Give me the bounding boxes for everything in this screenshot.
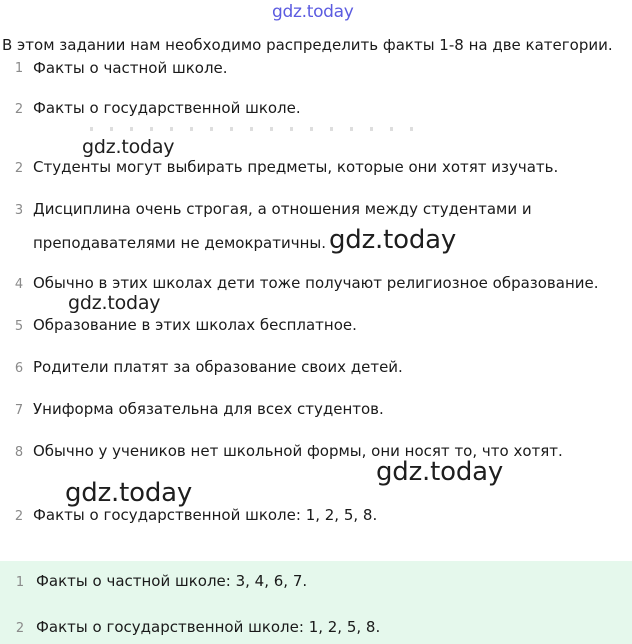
intro-text: В этом задании нам необходимо распределить факты 1-8 на две категории. <box>2 36 613 54</box>
list-item-text: Студенты могут выбирать предметы, которые они хотят изучать. <box>33 158 559 176</box>
list-item-number: 1 <box>14 61 24 76</box>
list-item-number: 3 <box>14 203 24 218</box>
list-item-number: 4 <box>14 277 24 292</box>
list-item-number: 8 <box>14 445 24 460</box>
list-item-text-continued: преподавателями не демократичны. <box>33 234 326 252</box>
list-item-number: 2 <box>14 102 24 117</box>
list-item-number: 6 <box>14 361 24 376</box>
list-item-text: Факты о государственной школе. <box>33 99 301 117</box>
watermark: gdz.today <box>68 292 161 314</box>
watermark: gdz.today <box>376 457 504 487</box>
watermark: gdz.today <box>329 225 457 255</box>
list-item-text: Обычно у учеников нет школьной формы, они носят то, что хотят. <box>33 442 563 460</box>
list-item-text: Обычно в этих школах дети тоже получают религиозное образование. <box>33 274 599 292</box>
list-item-text: Родители платят за образование своих детей. <box>33 358 403 376</box>
answer-number: 1 <box>15 575 25 590</box>
list-item-number: 7 <box>14 403 24 418</box>
watermark-header: gdz.today <box>272 2 354 22</box>
list-item-number: 5 <box>14 319 24 334</box>
faded-text-fragment <box>90 127 420 131</box>
answer-text: Факты о частной школе: 3, 4, 6, 7. <box>36 572 308 590</box>
list-item-text: Факты о частной школе. <box>33 59 228 77</box>
list-item-text: Униформа обязательна для всех студентов. <box>33 400 384 418</box>
answer-text: Факты о государственной школе: 1, 2, 5, 8. <box>36 618 381 636</box>
watermark: gdz.today <box>65 478 193 508</box>
list-item-number: 2 <box>14 161 24 176</box>
list-item-number: 2 <box>14 509 24 524</box>
list-item-text: Факты о государственной школе: 1, 2, 5, 8. <box>33 506 378 524</box>
list-item-text: Образование в этих школах бесплатное. <box>33 316 357 334</box>
answer-number: 2 <box>15 621 25 636</box>
list-item-text: Дисциплина очень строгая, а отношения между студентами и <box>33 200 532 218</box>
watermark: gdz.today <box>82 136 175 158</box>
